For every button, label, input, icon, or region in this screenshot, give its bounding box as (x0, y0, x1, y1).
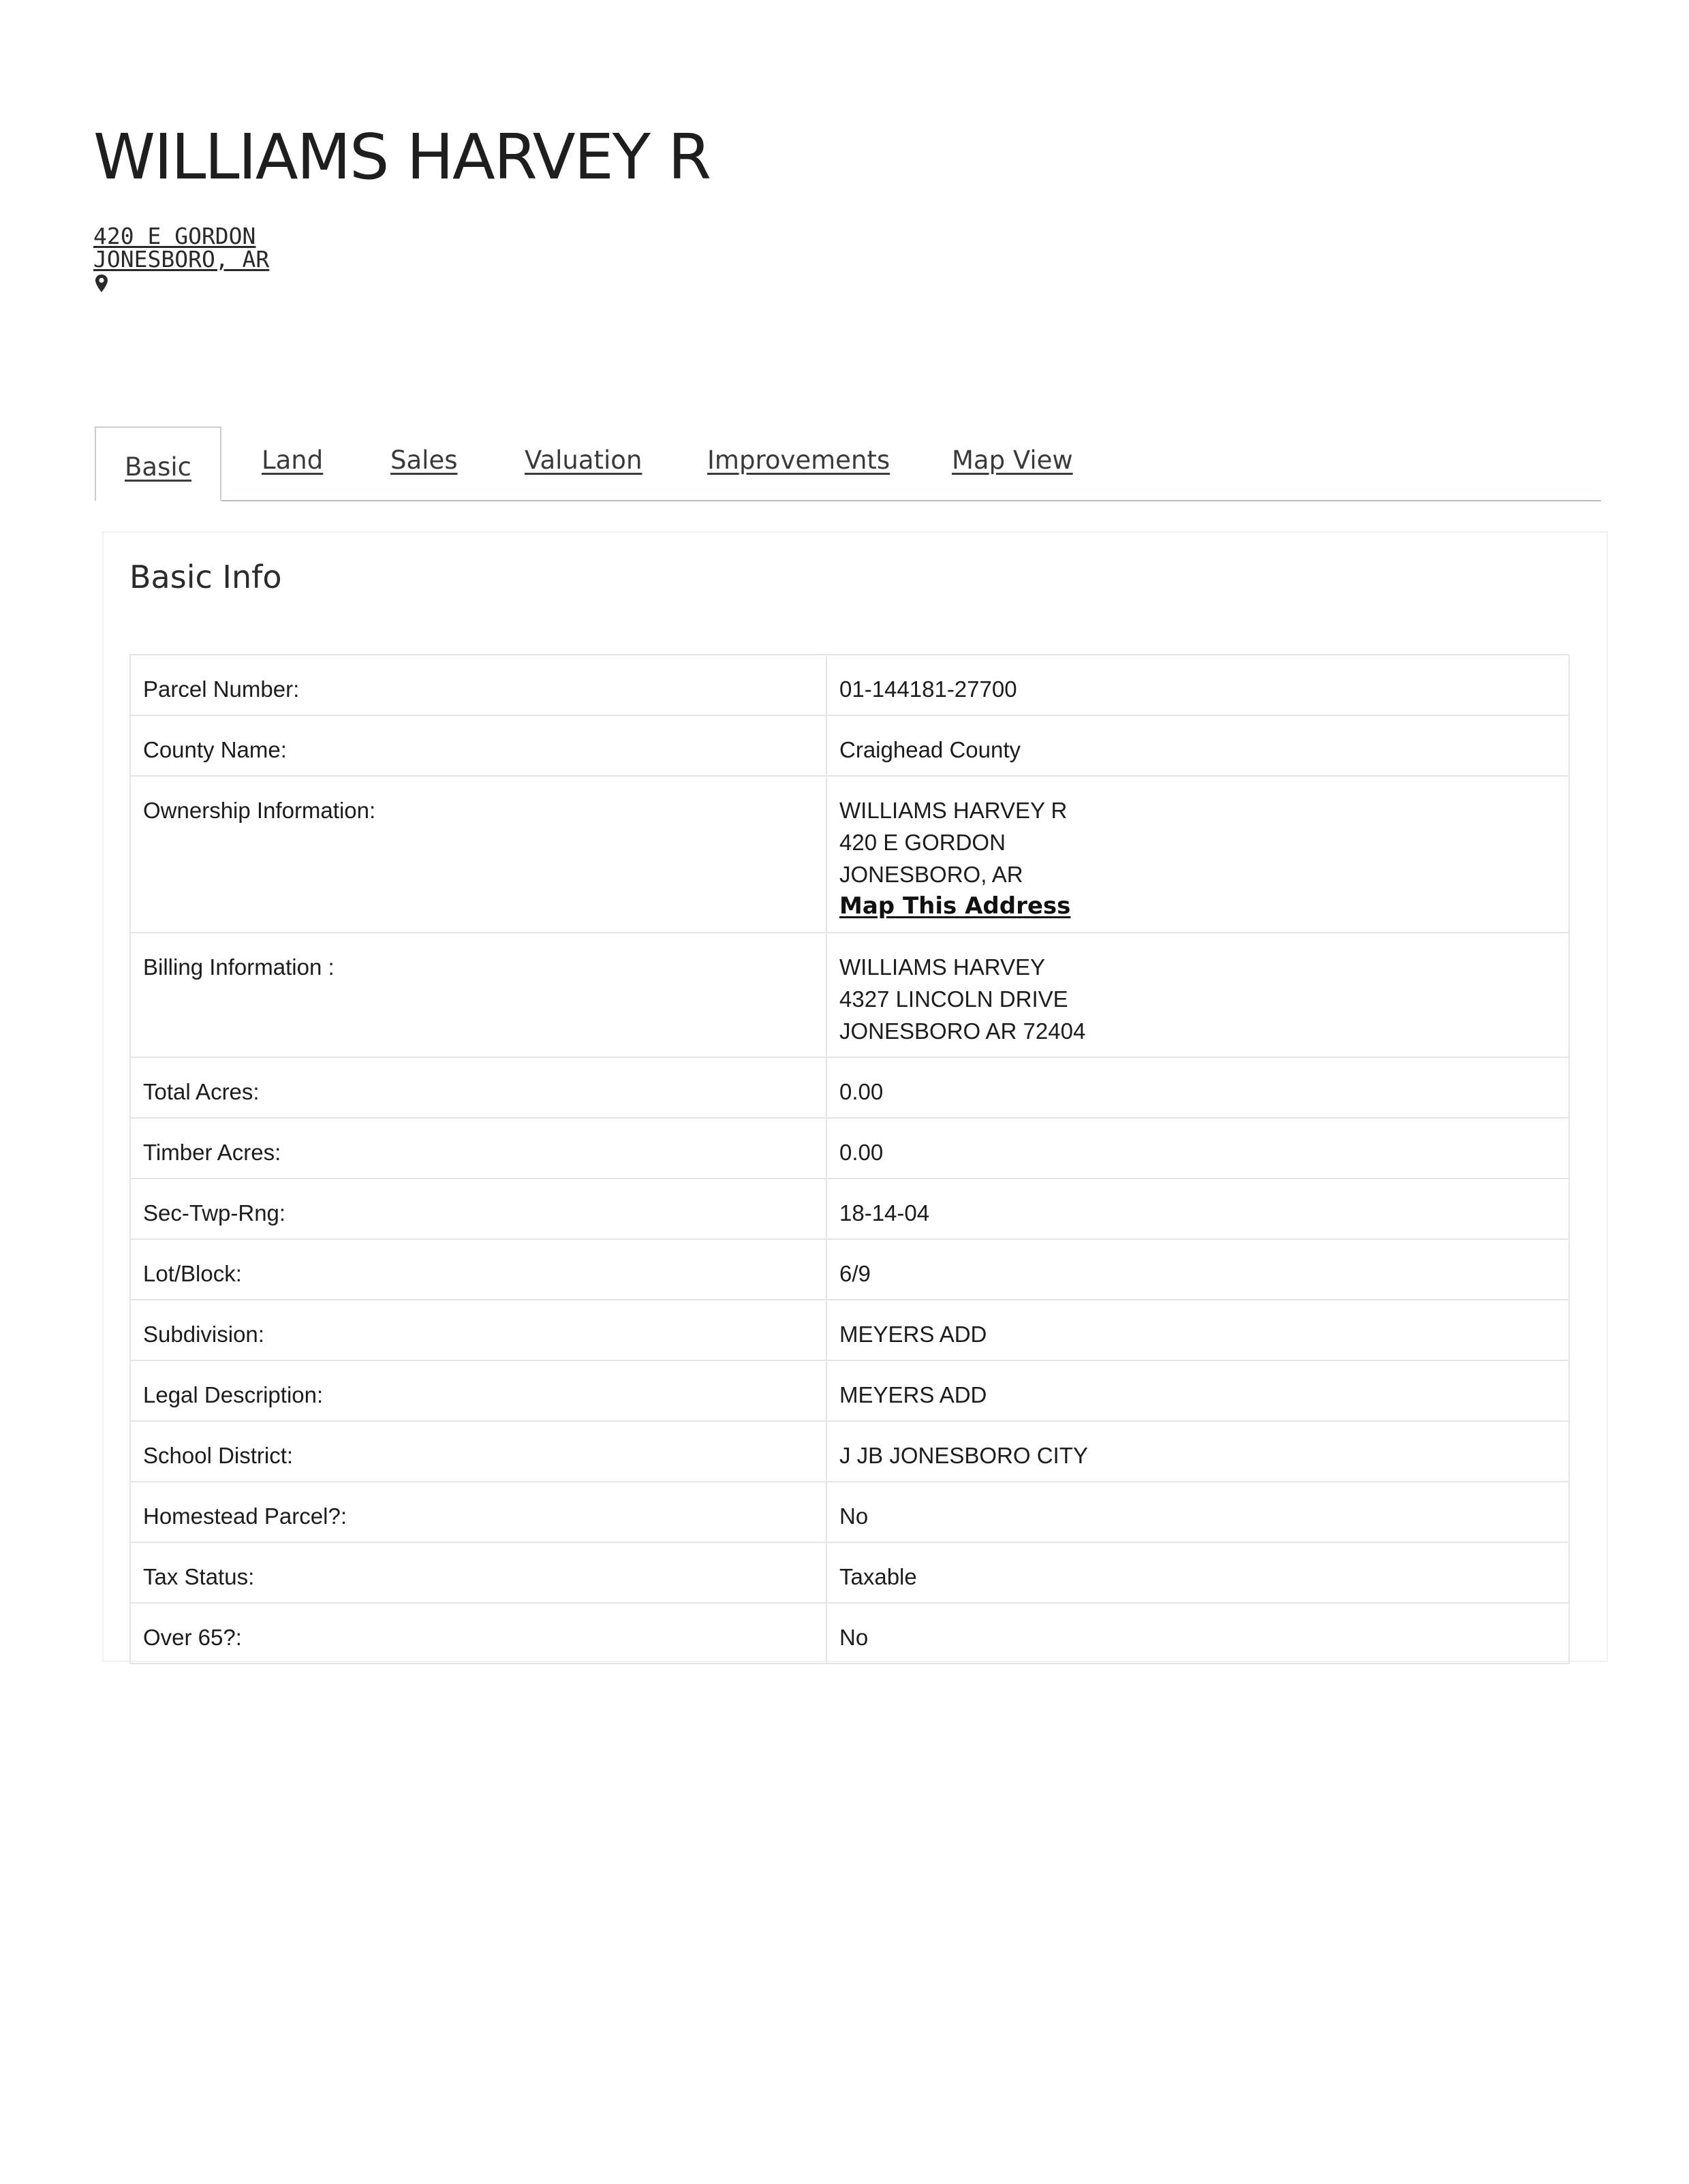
row-label: Sec-Twp-Rng: (130, 1179, 826, 1239)
row-label: Ownership Information: (130, 776, 826, 933)
table-row (130, 1239, 1569, 1300)
ownership-line: WILLIAMS HARVEY R (839, 798, 1068, 823)
row-value: Craighead County (826, 715, 1569, 776)
billing-line: WILLIAMS HARVEY (839, 954, 1045, 980)
owner-name-title: WILLIAMS HARVEY R (93, 121, 711, 193)
row-value: 6/9 (826, 1239, 1569, 1300)
table-row (130, 1360, 1569, 1421)
billing-line: JONESBORO AR 72404 (839, 1018, 1086, 1044)
table-row (130, 776, 1569, 933)
tab-map-view[interactable]: Map View (952, 446, 1073, 475)
table-row (130, 1482, 1569, 1542)
tab-improvements[interactable]: Improvements (707, 446, 890, 475)
address-line-1: 420 E GORDON (93, 223, 256, 249)
row-value: J JB JONESBORO CITY (826, 1421, 1569, 1482)
table-row (130, 1118, 1569, 1179)
tab-valuation[interactable]: Valuation (525, 446, 642, 475)
row-label: Legal Description: (130, 1360, 826, 1421)
table-row (130, 1603, 1569, 1664)
table-row (130, 1542, 1569, 1603)
row-value: No (826, 1603, 1569, 1664)
table-row (130, 715, 1569, 776)
ownership-line: JONESBORO, AR (839, 862, 1023, 887)
row-label: Homestead Parcel?: (130, 1482, 826, 1542)
row-label: Timber Acres: (130, 1118, 826, 1179)
table-row (130, 1421, 1569, 1482)
row-value: Taxable (826, 1542, 1569, 1603)
billing-value (826, 933, 1569, 1057)
ownership-line: 420 E GORDON (839, 830, 1006, 855)
row-label: Lot/Block: (130, 1239, 826, 1300)
table-row (130, 1179, 1569, 1239)
map-this-address-link[interactable]: Map This Address (839, 892, 1071, 920)
row-value: 0.00 (826, 1118, 1569, 1179)
row-label: Parcel Number: (130, 655, 826, 715)
row-label: Total Acres: (130, 1057, 826, 1118)
row-value: 01-144181-27700 (826, 655, 1569, 715)
row-label: School District: (130, 1421, 826, 1482)
tab-basic[interactable]: Basic (95, 426, 221, 501)
basic-info-title: Basic Info (129, 559, 282, 595)
basic-info-table (129, 654, 1570, 1664)
billing-line: 4327 LINCOLN DRIVE (839, 986, 1068, 1012)
row-value: 0.00 (826, 1057, 1569, 1118)
row-label: Billing Information : (130, 933, 826, 1057)
ownership-value (826, 776, 1569, 933)
table-row (130, 1300, 1569, 1360)
row-label: County Name: (130, 715, 826, 776)
map-pin-icon[interactable] (95, 274, 108, 293)
tab-land[interactable]: Land (262, 446, 324, 475)
table-row (130, 933, 1569, 1057)
row-value: No (826, 1482, 1569, 1542)
row-label: Over 65?: (130, 1603, 826, 1664)
property-tabs (95, 426, 1601, 501)
address-line-2: JONESBORO, AR (93, 246, 270, 272)
owner-address-link[interactable] (93, 225, 269, 271)
row-value: 18-14-04 (826, 1179, 1569, 1239)
table-row (130, 655, 1569, 715)
row-label: Subdivision: (130, 1300, 826, 1360)
row-value: MEYERS ADD (826, 1300, 1569, 1360)
tab-sales[interactable]: Sales (390, 446, 458, 475)
row-label: Tax Status: (130, 1542, 826, 1603)
row-value: MEYERS ADD (826, 1360, 1569, 1421)
table-row (130, 1057, 1569, 1118)
